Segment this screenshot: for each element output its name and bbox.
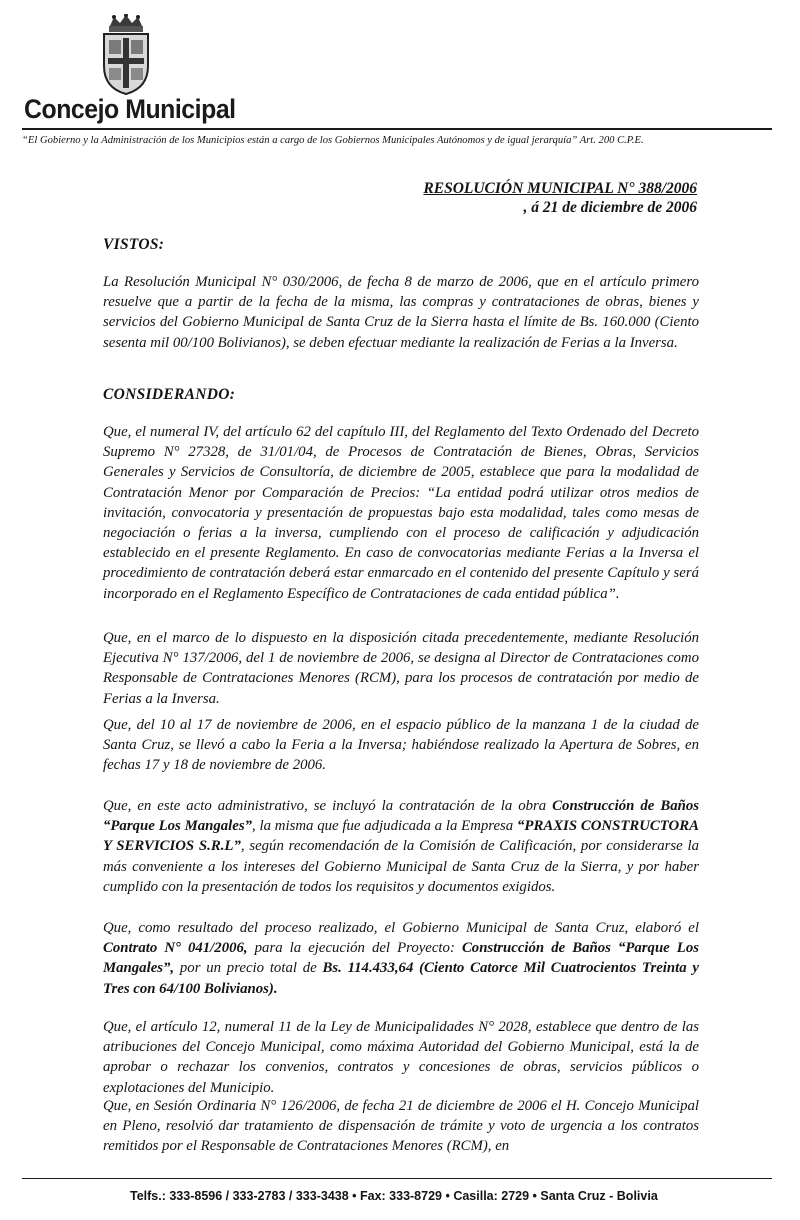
considerando-paragraph-2: Que, en el marco de lo dispuesto en la disposición citada precedentemente, mediante Resolución Ejecutiva N° 137/2006, del 1 de noviembre de 2006, se designa al Director de Contrataciones como Responsable de Contrataciones Menores (RCM), para los procesos de contratación por medio de Ferias a la Inversa. [103, 630, 699, 707]
vistos-heading: VISTOS: [103, 236, 165, 253]
vistos-paragraph: La Resolución Municipal N° 030/2006, de fecha 8 de marzo de 2006, que en el artículo primero resuelve que a partir de la fecha de la misma, las compras y contrataciones de obras, bienes y servicios del Gobierno Municipal de Santa Cruz de la Sierra hasta el límite de Bs. 160.000 (Ciento sesenta mil 00/100 Bolivianos), se deben efectuar mediante la realización de Ferias a la Inversa. [103, 274, 699, 351]
resolution-title: RESOLUCIÓN MUNICIPAL N° 388/2006 [423, 180, 697, 197]
organization-name: Concejo Municipal [24, 94, 236, 124]
considerando-heading: CONSIDERANDO: [103, 386, 236, 403]
considerando-paragraph-6: Que, el artículo 12, numeral 11 de la Ley de Municipalidades N° 2028, establece que dentro de las atribuciones del Concejo Municipal, como máxima Autoridad del Gobierno Municipal, está la de aprobar o rechazar los convenios, contratos y concesiones de obras, servicios públicos o explotaciones del Municipio. [103, 1019, 699, 1096]
considerando-paragraph-1: Que, el numeral IV, del artículo 62 del capítulo III, del Reglamento del Texto Ordenado del Decreto Supremo N° 27328, de 31/01/04, de Procesos de Contratación de Bienes, Obras, Servicios Generales y Servicios de Consultoría, de diciembre de 2005, establece que para la modalidad de Contratación Menor por Comparación de Precios: “La entidad podrá utilizar otros medios de invitación, convocatoria y presentación de propuestas bajo esta modalidad, tales como mesas de negociación o ferias a la inversa, cumpliendo con el proceso de calificación y adjudicación establecido en el presente Reglamento. En caso de convocatorias mediante Ferias a la Inversa el procedimiento de contratación deberá estar enmarcado en el contenido del presente Capítulo y será incorporado en el Reglamento Específico de Contrataciones de cada entidad pública”. [103, 424, 699, 602]
footer-divider [22, 1178, 772, 1179]
header-divider [22, 128, 772, 130]
municipal-crest-icon [98, 14, 154, 96]
considerando-paragraph-3: Que, del 10 al 17 de noviembre de 2006, en el espacio público de la manzana 1 de la ciudad de Santa Cruz, se llevó a cabo la Feria a la Inversa; habiéndose realizado la Apertura de Sobres, en fechas 17 y 18 de noviembre de 2006. [103, 717, 699, 774]
considerando-paragraph-4: Que, en este acto administrativo, se incluyó la contratación de la obra Construcción de Baños “Parque Los Mangales”, la misma que fue adjudicada a la Empresa “PRAXIS CONSTRUCTORA Y SERVICIOS S.R.L”, según recomendación de la Comisión de Calificación, por considerarse la más conveniente a los intereses del Gobierno Municipal de Santa Cruz de la Sierra, y por haber cumplido con la presentación de todos los requisitos y documentos exigidos. [103, 798, 700, 895]
header-motto: “El Gobierno y la Administración de los Municipios están a cargo de los Gobiernos Municipales Autónomos y de igual jerarquía” Art. 200 C.P.E. [22, 135, 644, 146]
considerando-paragraph-5: Que, como resultado del proceso realizado, el Gobierno Municipal de Santa Cruz, elaboró el Contrato N° 041/2006, para la ejecución del Proyecto: Construcción de Baños “Parque Los Mangales”, por un precio total de Bs. 114.433,64 (Ciento Catorce Mil Cuatrocientos Treinta y Tres con 64/100 Bolivianos). [103, 920, 699, 997]
resolution-date: , á 21 de diciembre de 2006 [523, 199, 697, 216]
footer-contact: Telfs.: 333-8596 / 333-2783 / 333-3438 • Fax: 333-8729 • Casilla: 2729 • Santa Cruz - Bolivia [130, 1189, 658, 1203]
considerando-paragraph-7: Que, en Sesión Ordinaria N° 126/2006, de fecha 21 de diciembre de 2006 el H. Concejo Municipal en Pleno, resolvió dar tratamiento de dispensación de trámite y voto de urgencia a los contratos remitidos por el Responsable de Contrataciones Menores (RCM), en [103, 1098, 699, 1155]
